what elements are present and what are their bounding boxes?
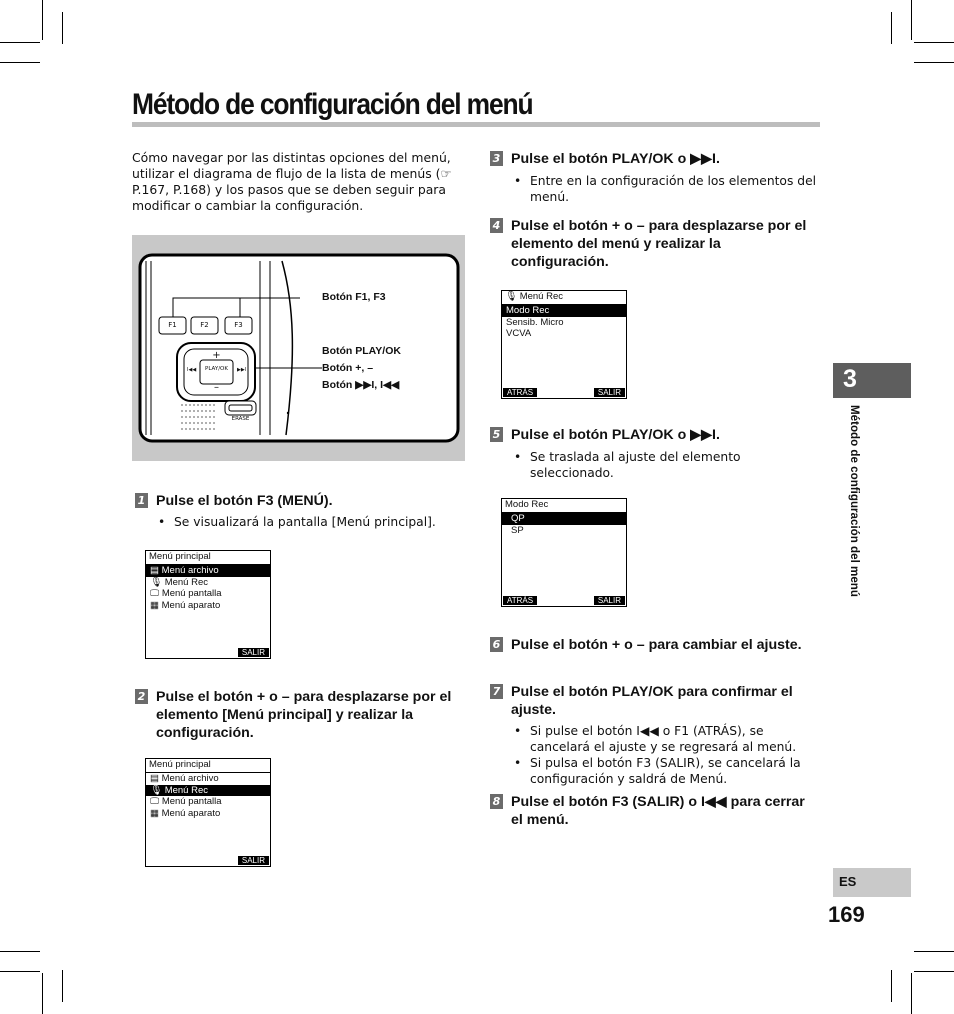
note-text: Se visualizará la pantalla [Menú principal]. (174, 515, 436, 529)
crop-mark (0, 42, 40, 43)
step-text: Pulse el botón PLAY/OK o ▶▶I. (511, 427, 720, 443)
skip-back-button: I◀◀ (187, 367, 197, 373)
screen-header: Modo Rec (502, 499, 626, 513)
step-number: 5 (490, 427, 503, 442)
crop-mark (62, 970, 63, 1002)
bullet: • (158, 515, 166, 529)
screen-softkey-right: SALIR (238, 648, 269, 657)
step-number: 1 (135, 493, 148, 508)
screen-row: QP (502, 513, 626, 525)
language-tab (833, 868, 911, 897)
step-text: Pulse el botón PLAY/OK para confirmar el ajuste. (511, 684, 793, 718)
note-text: Si pulsa el botón F3 (SALIR), se cancelará la configuración y saldrá de Menú. (530, 756, 801, 786)
step-number: 2 (135, 689, 148, 704)
step-8 (490, 793, 820, 829)
intro-paragraph: Cómo navegar por las distintas opciones del menú, utilizar el diagrama de flujo de la lista de menús (☞ P.167, P.168) y los pasos que se deben seguir para modificar o cambiar la configuración. (132, 150, 452, 213)
screen-header: Menú principal (146, 759, 270, 773)
step-7-note-2 (514, 756, 820, 787)
side-title (843, 405, 865, 625)
note-text: Si pulse el botón I◀◀ o F1 (ATRÁS), se cancelará el ajuste y se regresará al menú. (530, 724, 797, 754)
step-5-note (514, 450, 820, 481)
step-text: Pulse el botón + o – para cambiar el ajuste. (511, 637, 802, 653)
screen-row: ▤ Menú archivo (146, 565, 270, 577)
screen-header: 🎙 Menú Rec (502, 291, 626, 305)
screen-row: ▦ Menú aparato (150, 599, 221, 611)
step-text: Pulse el botón + o – para desplazarse por el elemento [Menú principal] y realizar la configuración. (156, 689, 452, 741)
f1-button: F1 (168, 321, 177, 329)
plus-button: + (212, 350, 221, 361)
screen-row: 🖵 Menú pantalla (150, 796, 222, 807)
step-1 (135, 492, 455, 510)
crop-mark (914, 62, 954, 63)
step-number: 7 (490, 684, 503, 699)
note-text: Entre en la configuración de los elementos del menú. (530, 174, 817, 204)
bullet: • (514, 174, 522, 188)
step-number: 6 (490, 637, 503, 652)
screen-row: 🖵 Menú pantalla (150, 588, 222, 599)
crop-mark (914, 971, 954, 972)
label-skip: Botón ▶▶I, I◀◀ (322, 379, 400, 391)
bullet: • (514, 756, 522, 770)
screen-row: ▦ Menú aparato (150, 807, 221, 819)
screen-row: SP (511, 524, 524, 536)
step-text: Pulse el botón + o – para desplazarse por el elemento del menú y realizar la configuración. (511, 218, 807, 270)
screen-row: 🎙 Menú Rec (150, 576, 209, 588)
crop-mark (914, 42, 954, 43)
step-7 (490, 683, 825, 719)
step-3 (490, 150, 820, 168)
step-1-note (158, 515, 456, 531)
crop-mark (62, 12, 63, 44)
crop-mark (911, 0, 912, 40)
device-illustration (132, 235, 465, 461)
step-7-note-1 (514, 724, 820, 755)
crop-mark (914, 951, 954, 952)
minus-button: – (214, 382, 219, 393)
step-number: 8 (490, 794, 503, 809)
screen-header: Menú principal (146, 551, 270, 565)
page-number: 169 (828, 902, 865, 927)
screen-softkey-left: ATRÁS (503, 388, 537, 397)
crop-mark (42, 0, 43, 40)
bullet: • (514, 450, 522, 464)
erase-button: ERASE (231, 416, 250, 422)
screen-softkey-right: SALIR (594, 596, 625, 605)
crop-mark (891, 12, 892, 44)
step-6 (490, 636, 820, 654)
step-3-note (514, 174, 820, 205)
screen-softkey-right: SALIR (594, 388, 625, 397)
screen-row: VCVA (506, 328, 532, 339)
play-ok-button: PLAY/OK (205, 366, 228, 372)
page-title: Método de configuración del menú (132, 88, 533, 121)
step-text: Pulse el botón F3 (MENÚ). (156, 493, 333, 509)
step-2 (135, 688, 455, 742)
step-number: 4 (490, 218, 503, 233)
bullet: • (514, 724, 522, 738)
screen-row: 🎙 Menú Rec (146, 785, 270, 797)
label-plus-minus: Botón +, – (322, 362, 374, 374)
screen-menu-rec (501, 290, 627, 399)
screen-softkey-left: ATRÁS (503, 596, 537, 605)
screen-modo-rec (501, 498, 627, 607)
skip-forward-button: ▶▶I (237, 367, 247, 373)
screen-row: Sensib. Micro (506, 316, 564, 328)
step-5 (490, 426, 820, 444)
step-text: Pulse el botón PLAY/OK o ▶▶I. (511, 151, 720, 167)
title-rule (132, 122, 820, 127)
screen-menu-principal-1 (145, 550, 271, 659)
label-play-ok: Botón PLAY/OK (322, 345, 401, 357)
f3-button: F3 (234, 321, 243, 329)
chapter-number: 3 (843, 365, 857, 393)
screen-row: Modo Rec (502, 305, 626, 317)
crop-mark (911, 973, 912, 1014)
screen-softkey-right: SALIR (238, 856, 269, 865)
crop-mark (891, 970, 892, 1002)
note-text: Se traslada al ajuste del elemento seleccionado. (530, 450, 741, 480)
label-f-buttons: Botón F1, F3 (322, 291, 386, 303)
crop-mark (0, 951, 40, 952)
step-text: Pulse el botón F3 (SALIR) o I◀◀ para cerrar el menú. (511, 794, 805, 828)
chapter-tab (833, 363, 911, 398)
language-label: ES (839, 874, 857, 889)
crop-mark (0, 971, 40, 972)
f2-button: F2 (200, 321, 209, 329)
screen-row: ▤ Menú archivo (150, 773, 219, 784)
crop-mark (42, 973, 43, 1014)
side-title-text: Método de configuración del menú (848, 405, 861, 597)
device-figure (132, 235, 465, 461)
step-number: 3 (490, 151, 503, 166)
screen-menu-principal-2 (145, 758, 271, 867)
step-4 (490, 217, 820, 271)
crop-mark (0, 62, 40, 63)
